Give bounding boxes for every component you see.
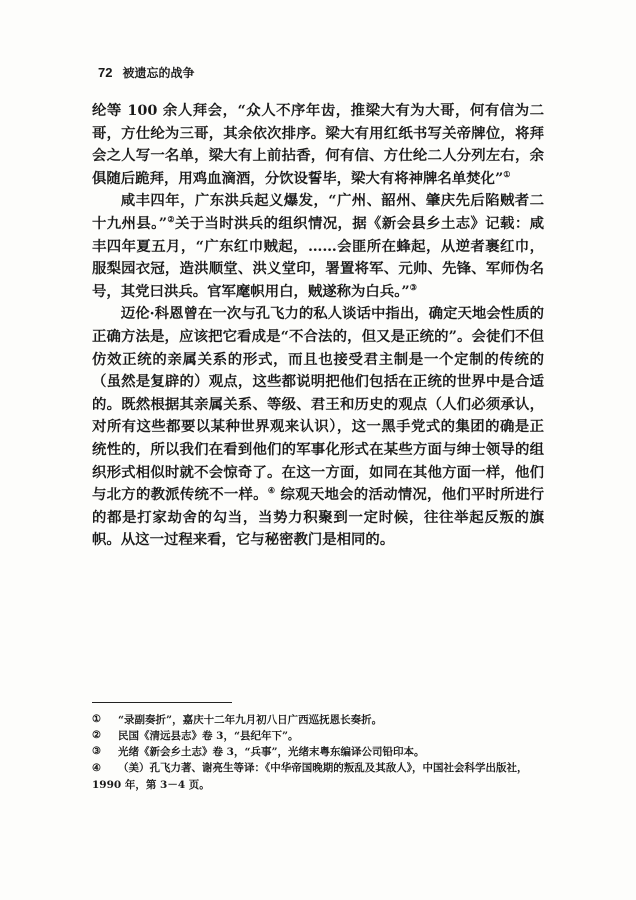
footnote-3-text: 光绪《新会乡土志》卷 3，“兵事”，光绪末粤东编译公司铅印本。 xyxy=(118,746,425,758)
footnote-divider xyxy=(92,702,232,703)
body-text xyxy=(92,100,544,552)
footnotes xyxy=(92,712,542,793)
footnote-2-mark: ② xyxy=(92,730,101,741)
paragraph-3-text-a: 迈伦·科恩曾在一次与孔飞力的私人谈话中指出，确定天地会性质的正确方法是，应该把它看成是“不合法的，但又是正统的”。会徒们不但仿效正统的亲属关系的形式，而且也接受君主制是一个定制的传统的（虽然是复辟的）观点，这些都说明把他们包括在正统的世界中是合适的。既然根据其亲属关系、等级、君王和历史的观点（人们必须承认，对所有这些都要以某种世界观来认识），这一黑手党式的集团的确是正统性的，所以我们在看到他们的军事化形式在某些方面与绅士领导的组织形式相似时就不会惊奇了。在这一方面，如同在其他方面一样，他们与北方的教派传统不一样。 xyxy=(92,305,544,504)
footnote-ref-3[interactable]: ③ xyxy=(409,281,417,292)
page-number: 72 xyxy=(98,65,113,80)
footnote-ref-1[interactable]: ① xyxy=(503,168,511,179)
footnote-ref-4[interactable]: ④ xyxy=(267,485,276,496)
paragraph-1-text: 纶等 100 余人拜会，“众人不序年齿，推梁大有为大哥，何有信为二哥，方仕纶为三哥，其余依次排序。梁大有用红纸书写关帝牌位，将拜会之人写一名单，梁大有上前拈香，何有信、方仕纶二人分列左右，余俱随后跪拜，用鸡血滴酒，分饮设誓毕，梁大有将神牌名单焚化” xyxy=(92,102,544,187)
footnote-1-mark: ① xyxy=(92,714,101,725)
footnote-2-text: 民国《清远县志》卷 3，“县纪年下”。 xyxy=(118,730,299,742)
footnote-ref-2[interactable]: ② xyxy=(166,214,175,225)
paragraph-1 xyxy=(92,100,544,190)
paragraph-2 xyxy=(92,190,544,303)
footnote-3-mark: ③ xyxy=(92,746,101,757)
footnote-4-mark: ④ xyxy=(92,763,101,774)
paragraph-3-text-b: 综观天地会的活动情况，他们平时所进行的都是打家劫舍的勾当，当势力积聚到一定时候，往往举起反叛的旗帜。从这一过程来看，它与秘密教门是相同的。 xyxy=(92,486,544,549)
paragraph-2-text-b: 关于当时洪兵的组织情况，据《新会县乡土志》记载：咸丰四年夏五月，“广东红巾贼起，……会匪所在蜂起，从逆者裹红巾，服梨园衣冠，造洪顺堂、洪义堂印，署置将军、元帅、先锋、军师伪名号，其党曰洪兵。官军麾帜用白，贼遂称为白兵。” xyxy=(92,214,545,300)
paragraph-2-text-a: 咸丰四年，广东洪兵起义爆发，“广州、韶州、肇庆先后陷贼者二十九州县。” xyxy=(92,192,544,232)
book-title: 被遗忘的战争 xyxy=(122,66,195,80)
footnote-1 xyxy=(92,712,542,728)
footnote-4 xyxy=(92,760,542,793)
running-head xyxy=(98,64,194,81)
footnote-1-text: “录副奏折”，嘉庆十二年九月初八日广西巡抚恩长奏折。 xyxy=(118,714,383,726)
footnote-3 xyxy=(92,744,542,760)
paragraph-3 xyxy=(92,303,544,552)
footnote-2 xyxy=(92,728,542,744)
footnote-4-text: （美）孔飞力著、谢亮生等译：《中华帝国晚期的叛乱及其敌人》，中国社会科学出版社，1990 年，第 3－4 页。 xyxy=(92,762,528,791)
